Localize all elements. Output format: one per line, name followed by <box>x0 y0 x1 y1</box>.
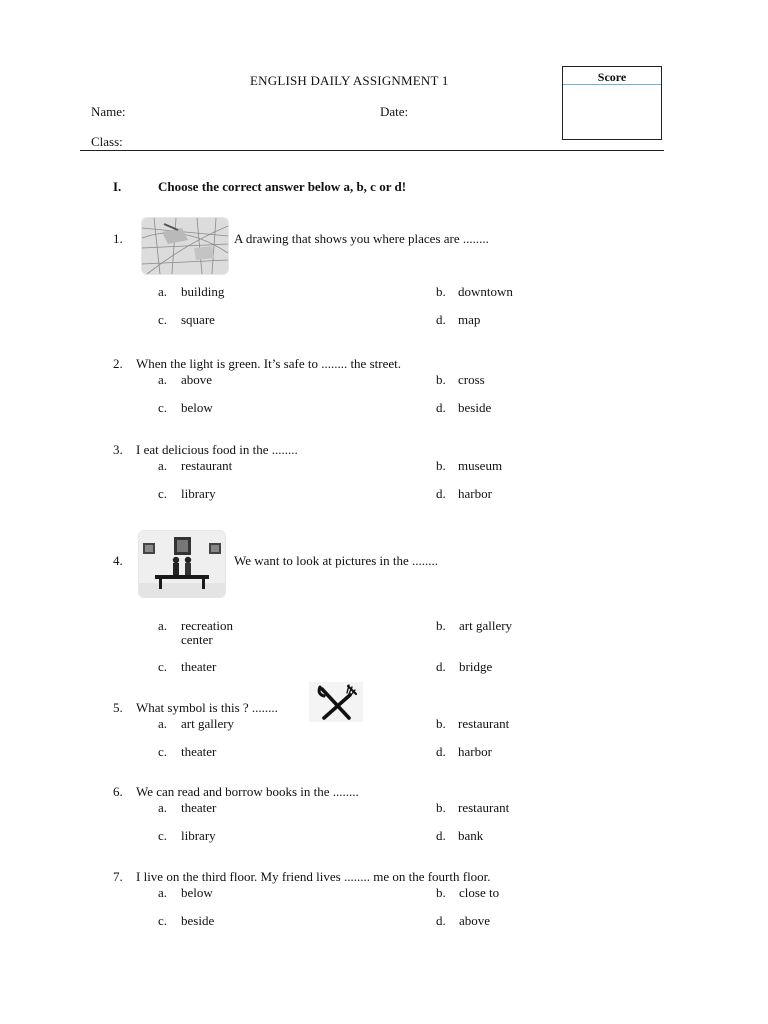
score-label: Score <box>597 70 627 84</box>
option-text: library <box>181 486 216 501</box>
option-label: c. <box>158 744 168 759</box>
option-text: recreation <box>181 618 233 633</box>
question-number: 7. <box>113 869 123 884</box>
option-text: above <box>459 913 491 928</box>
option-text: art gallery <box>181 716 235 731</box>
option-label: c. <box>158 659 168 674</box>
option-text: close to <box>459 885 500 900</box>
option-text: art gallery <box>459 618 513 633</box>
option-text: museum <box>458 458 503 473</box>
date-label: Date: <box>380 104 409 119</box>
option-label: b. <box>436 458 446 473</box>
option-label: b. <box>436 618 446 633</box>
option-label: d. <box>436 828 446 843</box>
option-label: b. <box>436 372 446 387</box>
option-label: a. <box>158 284 168 299</box>
header-divider <box>80 150 664 151</box>
option-label: a. <box>158 372 168 387</box>
option-label: b. <box>436 885 446 900</box>
section-instruction: Choose the correct answer below a, b, c or d! <box>158 179 407 194</box>
class-label: Class: <box>91 134 123 149</box>
option-text: theater <box>181 744 217 759</box>
option-text: harbor <box>458 744 492 759</box>
question-text: When the light is green. It’s safe to ........ the street. <box>136 356 401 371</box>
question-number: 4. <box>113 553 123 568</box>
option-label: d. <box>436 659 446 674</box>
map-image <box>142 218 228 274</box>
option-text: beside <box>181 913 215 928</box>
option-text-continued: center <box>181 632 213 647</box>
option-label: d. <box>436 400 446 415</box>
option-text: restaurant <box>458 800 510 815</box>
question-text: I eat delicious food in the ........ <box>136 442 298 457</box>
option-text: harbor <box>458 486 492 501</box>
question-number: 6. <box>113 784 123 799</box>
option-label: c. <box>158 400 168 415</box>
section-number: I. <box>113 179 122 194</box>
option-label: c. <box>158 312 168 327</box>
option-text: restaurant <box>458 716 510 731</box>
question-text: A drawing that shows you where places are ........ <box>234 231 489 246</box>
option-text: downtown <box>458 284 513 299</box>
option-text: building <box>181 284 225 299</box>
option-label: c. <box>158 828 168 843</box>
option-label: a. <box>158 458 168 473</box>
option-label: a. <box>158 618 168 633</box>
question-number: 3. <box>113 442 123 457</box>
fork-knife-icon <box>309 682 363 722</box>
option-label: d. <box>436 486 446 501</box>
question-text: We can read and borrow books in the ........ <box>136 784 359 799</box>
page-title: ENGLISH DAILY ASSIGNMENT 1 <box>250 73 449 88</box>
option-label: d. <box>436 312 446 327</box>
name-label: Name: <box>91 104 126 119</box>
option-label: a. <box>158 716 168 731</box>
option-text: beside <box>458 400 492 415</box>
score-divider <box>563 84 661 85</box>
question-number: 5. <box>113 700 123 715</box>
option-label: d. <box>436 744 446 759</box>
option-label: a. <box>158 800 168 815</box>
question-text: I live on the third floor. My friend lives ........ me on the fourth floor. <box>136 869 491 884</box>
option-text: below <box>181 400 213 415</box>
option-text: library <box>181 828 216 843</box>
score-box <box>562 66 662 140</box>
option-label: c. <box>158 486 168 501</box>
option-text: below <box>181 885 213 900</box>
question-text: We want to look at pictures in the ........ <box>234 553 439 568</box>
option-label: d. <box>436 913 446 928</box>
option-text: above <box>181 372 213 387</box>
option-text: theater <box>181 800 217 815</box>
option-text: restaurant <box>181 458 233 473</box>
option-label: c. <box>158 913 168 928</box>
question-number: 1. <box>113 231 123 246</box>
option-text: bridge <box>459 659 493 674</box>
art-gallery-image <box>139 531 225 597</box>
question-number: 2. <box>113 356 123 371</box>
option-label: b. <box>436 716 446 731</box>
option-text: square <box>181 312 215 327</box>
option-label: b. <box>436 800 446 815</box>
option-text: bank <box>458 828 484 843</box>
option-text: theater <box>181 659 217 674</box>
option-label: a. <box>158 885 168 900</box>
option-text: map <box>458 312 481 327</box>
option-text: cross <box>458 372 485 387</box>
option-label: b. <box>436 284 446 299</box>
question-text: What symbol is this ? ........ <box>136 700 278 715</box>
